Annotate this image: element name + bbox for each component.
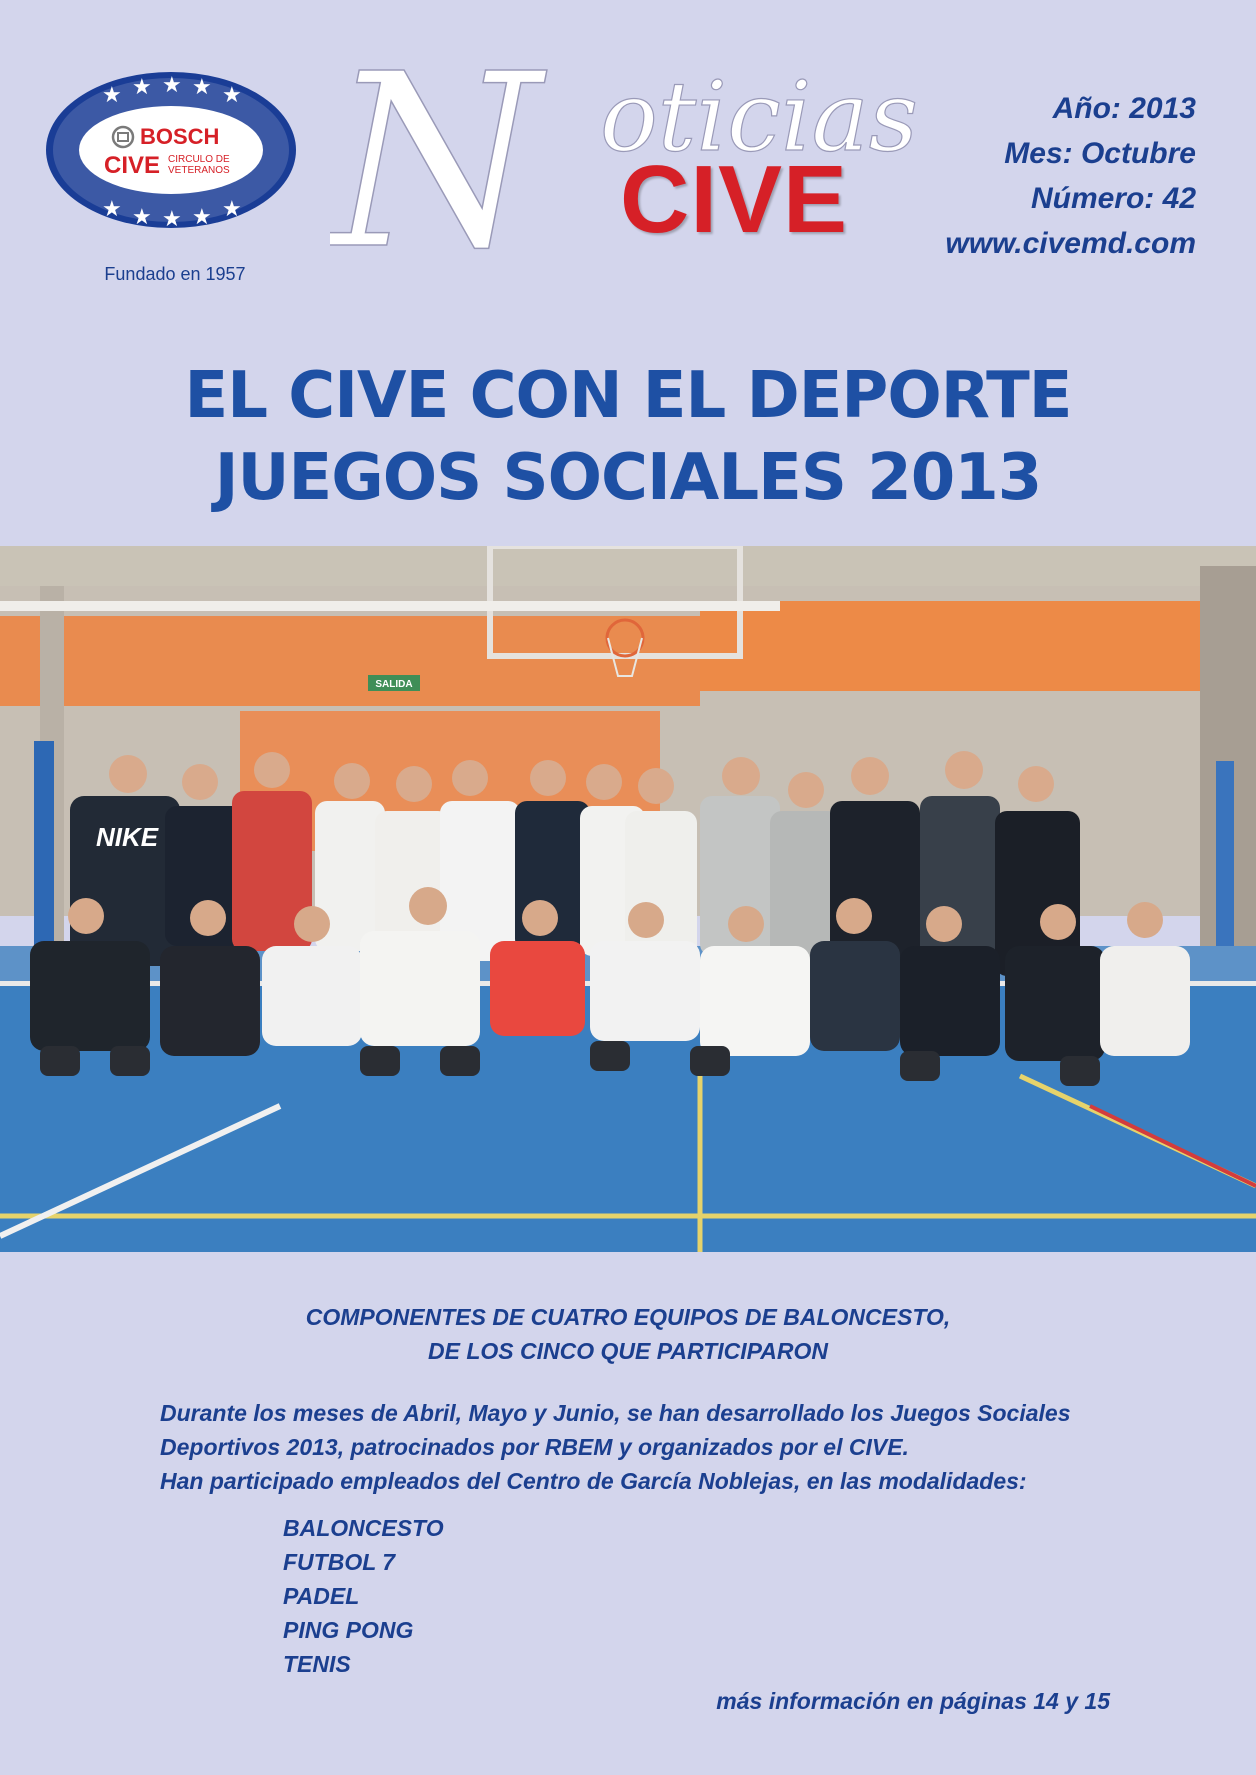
svg-text:★: ★ — [162, 207, 182, 230]
issue-year: Año: 2013 — [1052, 92, 1196, 125]
team-photo — [0, 546, 1256, 1252]
logo-name: CIVE — [104, 152, 161, 179]
masthead-initial: N — [330, 40, 540, 270]
sports-list — [283, 1511, 444, 1681]
exit-sign-text: SALIDA — [375, 679, 413, 690]
issue-month: Mes: Octubre — [1004, 137, 1196, 170]
sport-item: TENIS — [283, 1651, 351, 1677]
caption-line1: COMPONENTES DE CUATRO EQUIPOS DE BALONCESTO, — [305, 1304, 951, 1330]
logo-subtitle-line1: CIRCULO DE — [168, 154, 230, 165]
headline-line2: JUEGOS SOCIALES 2013 — [214, 441, 1042, 515]
intro-paragraph — [160, 1396, 1160, 1498]
logo-brand: BOSCH — [140, 124, 220, 149]
sport-item: BALONCESTO — [283, 1515, 444, 1541]
sport-item: FUTBOL 7 — [283, 1549, 396, 1575]
sport-item: PADEL — [283, 1583, 360, 1609]
more-info: más información en páginas 14 y 15 — [716, 1688, 1110, 1714]
cive-logo — [44, 70, 298, 230]
svg-text:★: ★ — [162, 73, 182, 98]
issue-number: Número: 42 — [1030, 182, 1196, 215]
svg-text:★: ★ — [132, 75, 152, 100]
masthead-word: oticias — [600, 61, 919, 173]
intro-line1: Durante los meses de Abril, Mayo y Junio, se han desarrollado los Juegos Sociales — [160, 1400, 1071, 1426]
issue-website: www.civemd.com — [945, 227, 1196, 260]
shirt-text: NIKE — [96, 822, 159, 852]
headline-line1: EL CIVE CON EL DEPORTE — [184, 359, 1072, 433]
svg-text:★: ★ — [102, 197, 122, 222]
issue-info — [945, 86, 1196, 266]
svg-text:★: ★ — [192, 205, 212, 230]
svg-text:★: ★ — [132, 205, 152, 230]
svg-text:★: ★ — [192, 75, 212, 100]
svg-text:★: ★ — [222, 83, 242, 108]
founded-text: Fundado en 1957 — [104, 264, 246, 284]
sport-item: PING PONG — [283, 1617, 414, 1643]
caption-line2: DE LOS CINCO QUE PARTICIPARON — [428, 1338, 828, 1364]
svg-text:★: ★ — [222, 197, 242, 222]
intro-line2: Deportivos 2013, patrocinados por RBEM y organizados por el CIVE. — [160, 1434, 909, 1460]
intro-line3: Han participado empleados del Centro de García Noblejas, en las modalidades: — [160, 1468, 1027, 1494]
photo-caption — [0, 1300, 1256, 1368]
svg-text:★: ★ — [102, 83, 122, 108]
masthead-cive: CIVE — [620, 146, 849, 253]
logo-subtitle-line2: VETERANOS — [168, 165, 230, 176]
